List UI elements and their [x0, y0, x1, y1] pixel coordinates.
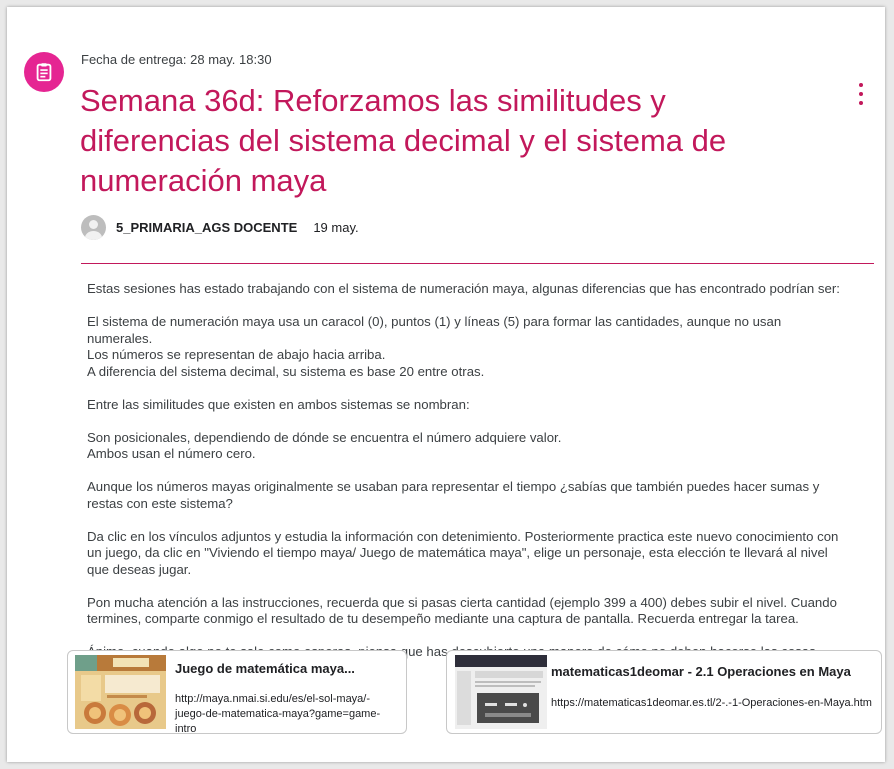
attachment-thumbnail	[75, 655, 166, 729]
attachment-url: http://maya.nmai.si.edu/es/el-sol-maya/-juego-de-matematica-maya?game=game-intro	[175, 693, 381, 734]
paragraph: El sistema de numeración maya usa un caracol (0), puntos (1) y líneas (5) para formar las cantidades, aunque no usan numerales. Los números se representan de abajo hacia arriba. A diferencia del sistema decimal, su sistema es base 20 entre otras.	[87, 314, 782, 379]
attachment-link-maya-game[interactable]	[67, 650, 407, 734]
paragraph: Entre las similitudes que existen en ambos sistemas se nombran:	[87, 396, 470, 412]
due-date: Fecha de entrega: 28 may. 18:30	[81, 52, 272, 67]
paragraph: que has	[400, 644, 448, 659]
clipboard-icon	[33, 61, 55, 83]
more-vert-icon[interactable]	[853, 83, 869, 105]
paragraph: Pon mucha atención a las instrucciones, recuerda que si pasas cierta cantidad (ejemplo 399 a 400) debes subir el nivel. Cuando termines, comparte conmigo el resultado de tu desempeño mediante una captura de pantalla. Recuerda entregar la tarea.	[87, 594, 837, 626]
attachment-link-operaciones-maya[interactable]	[446, 650, 882, 734]
avatar	[81, 215, 106, 240]
attachment-thumbnail	[455, 655, 547, 729]
assignment-card	[7, 7, 885, 762]
assignment-description	[87, 281, 847, 677]
attachment-title: Juego de matemática maya...	[175, 661, 355, 676]
paragraph: Son posicionales, dependiendo de dónde se encuentra el número adquiere valor. Ambos usan el número cero.	[87, 429, 562, 461]
author-row	[81, 214, 359, 240]
posted-date: 19 may.	[313, 219, 359, 235]
divider	[81, 263, 874, 264]
author-name: 5_PRIMARIA_AGS DOCENTE	[116, 219, 298, 235]
paragraph: Estas sesiones has estado trabajando con el sistema de numeración maya, algunas diferencias que has encontrado podrían ser:	[87, 281, 840, 296]
paragraph: Aunque los números mayas originalmente se usaban para representar el tiempo ¿sabías que también puedes hacer sumas y restas con este sistema?	[87, 479, 820, 511]
attachment-url: https://matematicas1deomar.es.tl/2-.-1-Operaciones-en-Maya.htm	[551, 697, 872, 709]
paragraph: Da clic en los vínculos adjuntos y estudia la información con detenimiento. Posteriormente practica este nuevo conocimiento con un juego, da clic en "Viviendo el tiempo maya/ Juego de matemática maya", elige un personaje, esta elección te llevará al nivel que deseas jugar.	[87, 528, 839, 577]
assignment-icon	[24, 52, 64, 92]
attachment-title: matematicas1deomar - 2.1 Operaciones en Maya	[551, 664, 851, 679]
page-title: Semana 36d: Reforzamos las similitudes y diferencias del sistema decimal y el sistema de numeración maya	[80, 83, 727, 198]
